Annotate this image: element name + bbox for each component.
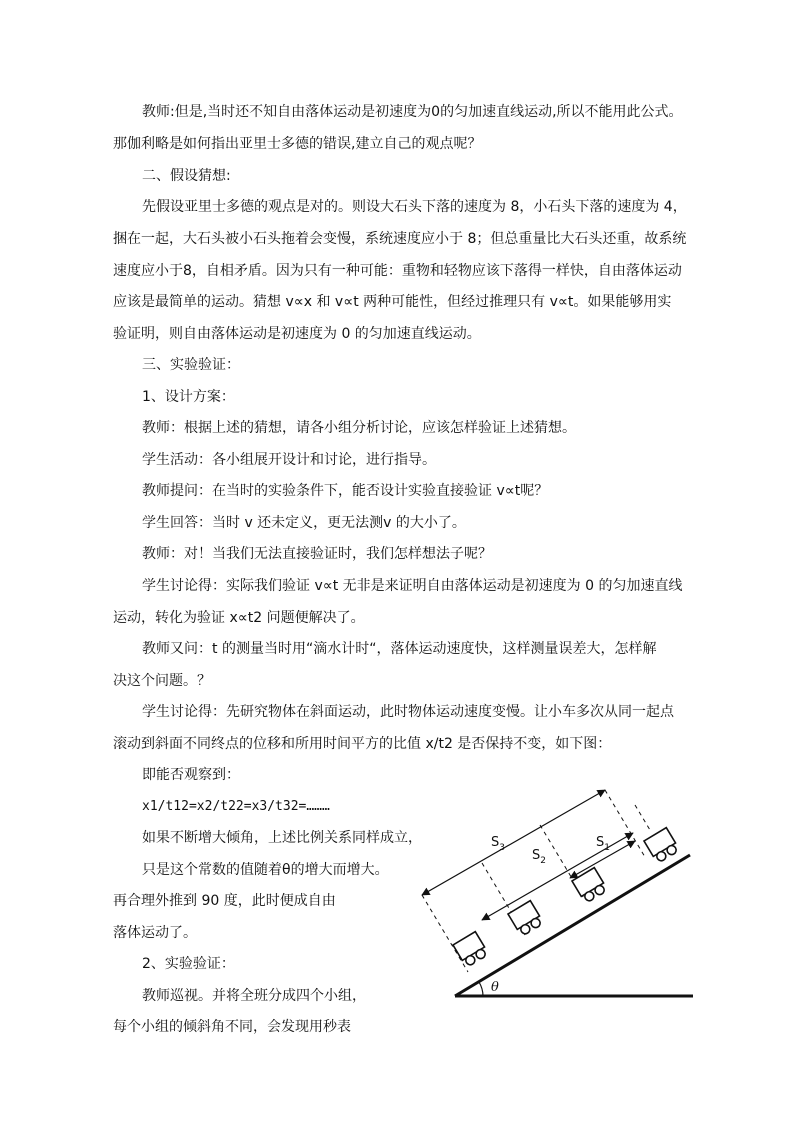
paragraph-line: 只是这个常数的值随着θ的增大而增大。 (142, 862, 389, 878)
s1-label: $S_1$ (596, 835, 610, 853)
paragraph-line: 教师:但是,当时还不知自由落体运动是初速度为0的匀加速直线运动,所以不能用此公式。 (142, 104, 683, 120)
paragraph-line: 学生讨论得：先研究物体在斜面运动，此时物体运动速度变慢。让小车多次从同一起点 (142, 704, 674, 720)
paragraph-line: 捆在一起，大石头被小石头拖着会变慢，系统速度应小于 8；但总重量比大石头还重，故系统 (113, 231, 687, 247)
subsection-heading: 1、设计方案： (142, 389, 235, 405)
paragraph-line: 每个小组的倾斜角不同，会发现用秒表 (113, 1019, 351, 1035)
paragraph-line: 教师提问：在当时的实验条件下，能否设计实验直接验证 v∝t呢？ (142, 483, 549, 499)
paragraph-line: 如果不断增大倾角，上述比例关系同样成立， (142, 830, 422, 846)
cart-1 (453, 932, 489, 968)
paragraph-line: 那伽利略是如何指出亚里士多德的错误,建立自己的观点呢？ (113, 136, 482, 152)
paragraph-line: 再合理外推到 90 度，此时便成自由 (113, 893, 336, 909)
paragraph-line: 教师：根据上述的猜想，请各小组分析讨论，应该怎样验证上述猜想。 (142, 420, 576, 436)
paragraph-line: 速度应小于8，自相矛盾。因为只有一种可能：重物和轻物应该下落得一样快，自由落体运动 (113, 263, 682, 279)
paragraph-line: 先假设亚里士多德的观点是对的。则设大石头下落的速度为 8，小石头下落的速度为 4， (142, 199, 687, 215)
inclined-plane-diagram (405, 775, 705, 1005)
paragraph-line: 学生讨论得：实际我们验证 v∝t 无非是来证明自由落体运动是初速度为 0 的匀加速直线 (142, 578, 683, 594)
s3-label: $S_3$ (491, 835, 505, 853)
cart-3 (572, 868, 608, 904)
paragraph-line: 教师巡视。并将全班分成四个小组， (142, 988, 366, 1004)
guide-line (422, 895, 468, 972)
paragraph-line: 滚动到斜面不同终点的位移和所用时间平方的比值 x/t2 是否保持不变，如下图： (113, 736, 612, 752)
theta-label: θ (491, 980, 499, 995)
subsection-heading: 2、实验验证： (142, 956, 235, 972)
cart-2 (508, 901, 544, 937)
section-heading: 二、假设猜想: (142, 168, 231, 184)
paragraph-line: 教师又问：t 的测量当时用“滴水计时“，落体运动速度快，这样测量误差大，怎样解 (142, 641, 657, 657)
s2-label: $S_2$ (532, 848, 546, 866)
paragraph-line: 验证明，则自由落体运动是初速度为 0 的匀加速直线运动。 (113, 326, 481, 342)
angle-arc (479, 982, 483, 996)
paragraph-line: 运动，转化为验证 x∝t2 问题便解决了。 (113, 610, 365, 626)
paragraph-line: 学生回答：当时 v 还未定义，更无法测v 的大小了。 (142, 515, 466, 531)
guide-line (635, 805, 650, 830)
formula: x1/t12=x2/t22=x3/t32=……… (142, 799, 330, 814)
cart-4 (644, 828, 680, 864)
paragraph-line: 决这个问题。？ (113, 673, 211, 689)
paragraph-line: 教师：对！当我们无法直接验证时，我们怎样想法子呢？ (142, 546, 492, 562)
paragraph-line: 学生活动：各小组展开设计和讨论，进行指导。 (142, 452, 436, 468)
section-heading: 三、实验验证： (142, 357, 240, 373)
paragraph-line: 即能否观察到： (142, 767, 240, 783)
paragraph-line: 落体运动了。 (113, 925, 197, 941)
paragraph-line: 应该是最简单的运动。猜想 v∝x 和 v∝t 两种可能性，但经过推理只有 v∝t。如果能够用实 (113, 294, 672, 310)
